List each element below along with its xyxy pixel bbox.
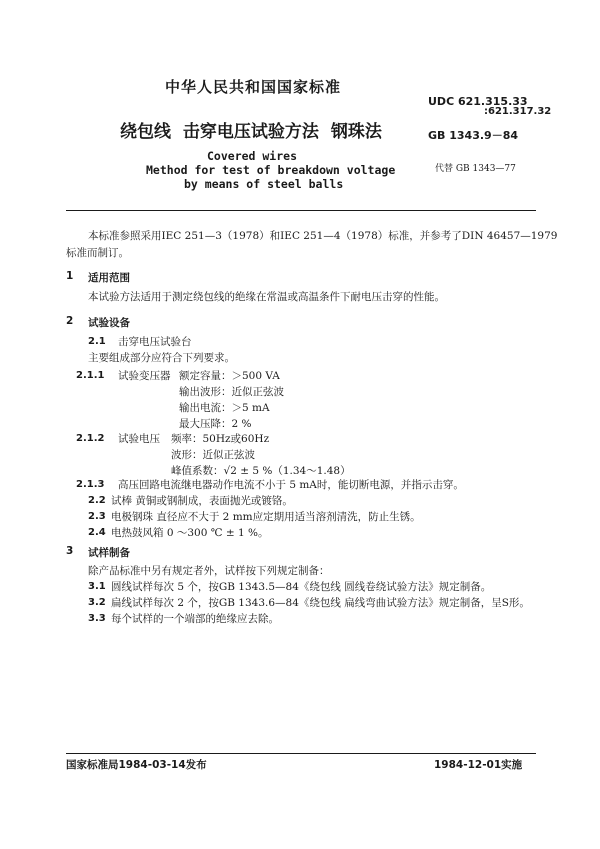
- national-standard-heading: 中华人民共和国国家标准: [165, 78, 342, 96]
- section-1-text: 本试验方法适用于测定绕包线的绝缘在常温或高温条件下耐电压击穿的性能。: [88, 291, 445, 303]
- udc-code-line2: :621.317.32: [484, 106, 552, 117]
- section-2-3-text: 电极钢珠 直径应不大于 2 mm应定期用适当溶剂清洗，防止生锈。: [111, 511, 421, 523]
- section-2-2-number: 2.2: [88, 495, 106, 506]
- document-title-english-2: Method for test of breakdown voltage: [146, 163, 396, 177]
- section-3-3-number: 3.3: [88, 613, 106, 624]
- intro-line-2: 标准而制订。: [66, 247, 129, 259]
- section-3-title: 试样制备: [88, 547, 130, 559]
- transformer-output-current: 输出电流：＞5 mA: [179, 402, 270, 414]
- transformer-max-voltage-drop: 最大压降：2 %: [179, 418, 252, 430]
- gb-standard-number: GB 1343.9－84: [428, 129, 518, 142]
- transformer-rated-capacity: 额定容量：＞500 VA: [179, 370, 280, 382]
- section-2-1-3-number: 2.1.3: [76, 479, 105, 490]
- section-3-1-text: 圆线试样每次 5 个，按GB 1343.5—84《绕包线 圆线卷绕试验方法》规定制备。: [111, 581, 492, 593]
- document-title-chinese: 绕包线 击穿电压试验方法 钢珠法: [120, 122, 382, 142]
- section-2-1-title: 击穿电压试验台: [118, 336, 192, 348]
- section-2-1-1-number: 2.1.1: [76, 370, 105, 381]
- effective-date: 1984-12-01实施: [434, 759, 523, 771]
- section-2-2-text: 试棒 黄铜或钢制成，表面抛光或镀铬。: [111, 495, 293, 507]
- section-3-3-text: 每个试样的一个端部的绝缘应去除。: [111, 613, 279, 625]
- transformer-output-waveform: 输出波形：近似正弦波: [179, 386, 284, 398]
- document-title-english-1: Covered wires: [207, 149, 298, 163]
- section-3-2-number: 3.2: [88, 597, 106, 608]
- section-1-title: 适用范围: [88, 272, 130, 284]
- section-2-3-number: 2.3: [88, 511, 106, 522]
- replaces-standard-note: 代替 GB 1343—77: [435, 164, 516, 174]
- section-2-1-2-label: 试验电压: [118, 433, 160, 445]
- section-3-text: 除产品标准中另有规定者外，试样按下列规定制备：: [88, 565, 330, 577]
- section-2-1-number: 2.1: [88, 336, 106, 347]
- issue-date: 国家标准局1984-03-14发布: [66, 759, 207, 771]
- document-title-english-3: by means of steel balls: [184, 177, 344, 191]
- section-3-number: 3: [66, 545, 74, 557]
- section-2-number: 2: [66, 315, 74, 327]
- section-2-1-2-number: 2.1.2: [76, 433, 105, 444]
- section-2-4-number: 2.4: [88, 527, 106, 538]
- udc-code-line1: UDC 621.315.33: [428, 95, 528, 108]
- test-voltage-frequency: 频率：50Hz或60Hz: [171, 433, 270, 445]
- section-2-title: 试验设备: [88, 317, 130, 329]
- footer-divider: [66, 753, 536, 754]
- section-2-1-text: 主要组成部分应符合下列要求。: [88, 352, 235, 364]
- intro-line-1: 本标准参照采用IEC 251—3（1978）和IEC 251—4（1978）标准，并参考了DIN 46457—1979: [88, 230, 558, 242]
- section-3-1-number: 3.1: [88, 581, 106, 592]
- test-voltage-waveform: 波形：近似正弦波: [171, 449, 255, 461]
- test-voltage-peak-factor: 峰值系数：√2 ± 5 %（1.34～1.48）: [171, 465, 351, 477]
- header-divider: [66, 210, 536, 211]
- section-1-number: 1: [66, 270, 74, 282]
- section-3-2-text: 扁线试样每次 2 个，按GB 1343.6—84《绕包线 扁线弯曲试验方法》规定制备，呈S形。: [111, 597, 530, 609]
- section-2-1-3-text: 高压回路电流继电器动作电流不小于 5 mA时，能切断电源，并指示击穿。: [118, 479, 464, 491]
- section-2-1-1-label: 试验变压器: [118, 370, 171, 382]
- section-2-4-text: 电热鼓风箱 0 ～300 ℃ ± 1 %。: [111, 527, 269, 539]
